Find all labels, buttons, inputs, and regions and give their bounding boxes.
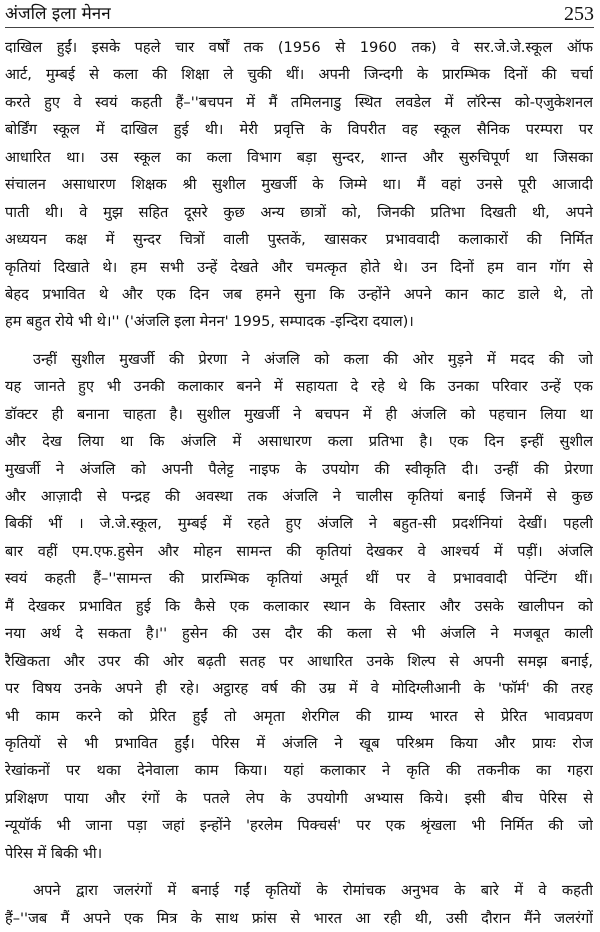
text-line: हम बहुत रोये भी थे।'' ('अंजलि इला मेनन' 1995, सम्पादक -इन्दिरा दयाल)। (5, 313, 414, 331)
paragraph-1 (5, 34, 593, 336)
text-line: कृतियां दिखाते थे। हम सभी उन्हें देखते और चमत्कृत होते थे। उन दिनों हम वान गॉग से (5, 258, 593, 276)
text-line: मैं देखकर प्रभावित हुई कि कैसे एक कलाकार स्थान के विस्तार और उसके खालीपन को (5, 597, 593, 615)
text-line: बार वहीं एम.एफ.हुसेन और मोहन सामन्त की कृतियां देखकर वे आश्चर्य में पड़ीं। अंजलि (5, 542, 593, 560)
text-line: रैखिकता और उपर की ओर बढ़ती सतह पर आधारित उनके शिल्प से अपनी समझ बनाई, (5, 652, 593, 670)
running-title: अंजलि इला मेनन (5, 4, 111, 24)
text-line: और देख लिया था कि अंजलि में असाधारण कला प्रतिभा है। एक दिन इन्हीं सुशील (5, 433, 593, 451)
paragraph-spacing (5, 867, 593, 877)
text-line: डॉक्टर ही बनाना चाहता है। सुशील मुखर्जी ने बचपन में ही अंजलि को पहचान लिया था (5, 405, 593, 423)
header-rule (5, 27, 594, 28)
text-line: अध्ययन कक्ष में सुन्दर चित्रों वाली पुस्तकें, खासकर प्रभाववादी कलाकारों की निर्मित (5, 231, 593, 249)
text-line: और आज़ादी से पन्द्रह की अवस्था तक अंजलि ने चालीस कृतियां बनाई जिनमें से कुछ (5, 488, 593, 505)
text-line: बेहद प्रभावित थे और एक दिन जब हमने सुना कि उन्होंने अपने कान काट डाले थे, तो (5, 285, 593, 303)
text-line: भी काम करने को प्रेरित हुईं तो अमृता शेरगिल की ग्राम्य भारत से प्रेरित भावप्रवण (5, 707, 593, 725)
text-line: बोर्डिंग स्कूल में दाखिल हुई थी। मेरी प्रवृत्ति के विपरीत वह स्कूल सैनिक परम्परा पर (5, 121, 593, 139)
text-line: पाती थी। वे मुझ सहित दूसरे कुछ अन्य छात्रों को, जिनकी प्रतिभा दिखती थी, अपने (5, 203, 593, 221)
text-line: हैं–''जब मैं अपने एक मित्र के साथ फ्रांस से भारत आ रही थी, उसी दौरान मैंने जलरंगों (5, 909, 593, 927)
text-line: रेखांकनों पर थका देनेवाला काम किया। यहां कलाकार ने कृति की तकनीक का गहरा (5, 762, 593, 780)
text-line: कृतियों से भी प्रभावित हुईं। पेरिस में अंजलि ने खूब परिश्रम किया और प्रायः रोज (5, 734, 593, 752)
text-line: न्यूयॉर्क भी जाना पड़ा जहां इन्होंने 'हरलेम पिक्चर्स' पर एक श्रृंखला भी निर्मित की जो (5, 817, 593, 835)
page-number: 253 (564, 3, 594, 25)
text-line: प्रशिक्षण पाया और रंगों के पतले लेप के उपयोगी अभ्यास किये। इसी बीच पेरिस से (5, 789, 593, 807)
text-line: स्वयं कहती हैं–''सामन्त की प्रारम्भिक कृतियां अमूर्त थीं पर वे प्रभाववादी पेन्टिंग थीं। (5, 570, 593, 588)
text-line: बिकीं भीं । जे.जे.स्कूल, मुम्बई में रहते हुए अंजलि ने बहुत-सी प्रदर्शनियां देखीं। पहली (5, 515, 593, 533)
paragraph-3 (5, 877, 593, 932)
text-line: अपने द्वारा जलरंगों में बनाई गईं कृतियों के रोमांचक अनुभव के बारे में वे कहती (33, 882, 593, 900)
running-header (5, 3, 594, 29)
text-line: नया अर्थ दे सकता है।'' हुसेन की उस दौर की कला से भी अंजलि ने मजबूत काली (5, 625, 593, 643)
text-line: दाखिल हुईं। इसके पहले चार वर्षों तक (1956 से 1960 तक) वे सर.जे.जे.स्कूल ऑफ (5, 39, 593, 56)
text-line: करते हुए वे स्वयं कहती हैं–''बचपन में मैं तमिलनाडु स्थित लवडेल में लॉरेन्स को-एजुकेशनल (5, 93, 593, 111)
text-line: पेरिस में बिकी भी। (5, 844, 103, 862)
paragraph-spacing (5, 336, 593, 346)
text-line: संचालन असाधारण शिक्षक श्री सुशील मुखर्जी के जिम्मे था। मैं वहां उनसे पूरी आजादी (5, 176, 593, 194)
text-line: यह जानते हुए भी उनकी कलाकार बनने में सहायता दे रहे थे कि उनका परिवार उन्हें एक (5, 378, 593, 396)
text-line: मुखर्जी ने अंजलि को अपनी पैलेट्ट नाइफ के उपयोग की स्वीकृति दी। उन्हीं की प्रेरणा (5, 460, 593, 478)
text-line: पर विषय उनके अपने ही रहे। अट्ठारह वर्ष की उम्र में वे मोदिग्लीआनी के 'फॉर्म' की तरह (5, 680, 593, 698)
body-text (5, 34, 593, 932)
text-line: उन्हीं सुशील मुखर्जी की प्रेरणा ने अंजलि को कला की ओर मुड़ने में मदद की जो (33, 350, 593, 368)
text-line: आर्ट, मुम्बई से कला की शिक्षा ले चुकी थीं। अपनी जिन्दगी के प्रारम्भिक दिनों की चर्चा (5, 66, 593, 84)
text-line: आधारित था। उस स्कूल का कला विभाग बड़ा सुन्दर, शान्त और सुरुचिपूर्ण था जिसका (5, 148, 593, 166)
paragraph-2 (5, 346, 593, 867)
